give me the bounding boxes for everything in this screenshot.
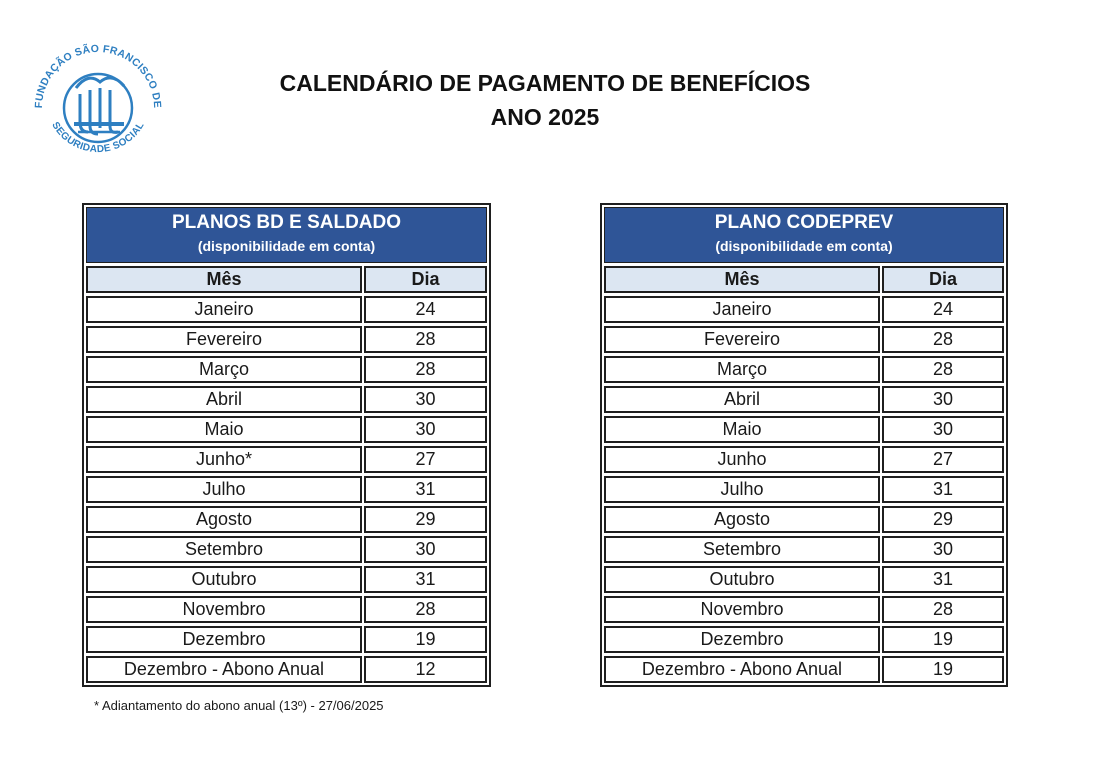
table-row [604, 476, 1004, 503]
day-cell: 30 [364, 386, 487, 413]
month-cell: Novembro [86, 596, 362, 623]
table-row [86, 476, 487, 503]
table-row [86, 386, 487, 413]
page-title [230, 66, 860, 134]
title-line-2: ANO 2025 [490, 104, 600, 130]
day-cell: 29 [364, 506, 487, 533]
month-cell: Setembro [604, 536, 880, 563]
table-row [604, 536, 1004, 563]
svg-text:FUNDAÇÃO SÃO FRANCISCO DE [33, 42, 163, 108]
day-cell: 30 [882, 536, 1004, 563]
table-row [604, 416, 1004, 443]
month-cell: Junho [604, 446, 880, 473]
table-row [604, 446, 1004, 473]
month-cell: Novembro [604, 596, 880, 623]
title-line-1: CALENDÁRIO DE PAGAMENTO DE BENEFÍCIOS [279, 70, 811, 96]
day-cell: 29 [882, 506, 1004, 533]
table-row [86, 626, 487, 653]
table-row [86, 506, 487, 533]
logo-text-bottom: SEGURIDADE SOCIAL [49, 120, 147, 156]
day-cell: 31 [882, 476, 1004, 503]
month-cell: Julho [86, 476, 362, 503]
table-row [86, 656, 487, 683]
footnote: * Adiantamento do abono anual (13º) - 27/06/2025 [94, 698, 384, 713]
table-row [604, 386, 1004, 413]
table-row [86, 326, 487, 353]
column-header-month: Mês [86, 266, 362, 293]
day-cell: 19 [882, 626, 1004, 653]
month-cell: Abril [86, 386, 362, 413]
day-cell: 28 [882, 326, 1004, 353]
plan-name: PLANOS BD E SALDADO [171, 212, 402, 233]
table-row [604, 626, 1004, 653]
day-cell: 30 [882, 416, 1004, 443]
month-cell: Agosto [604, 506, 880, 533]
day-cell: 30 [364, 536, 487, 563]
table-row [86, 566, 487, 593]
table-row [604, 656, 1004, 683]
month-cell: Fevereiro [604, 326, 880, 353]
month-cell: Dezembro - Abono Anual [604, 656, 880, 683]
table-row [604, 326, 1004, 353]
month-cell: Setembro [86, 536, 362, 563]
month-cell: Junho* [86, 446, 362, 473]
month-cell: Fevereiro [86, 326, 362, 353]
plan-header [86, 207, 487, 263]
table-row [604, 296, 1004, 323]
month-cell: Maio [86, 416, 362, 443]
column-header-month: Mês [604, 266, 880, 293]
day-cell: 28 [882, 596, 1004, 623]
fundacao-logo [28, 42, 168, 164]
logo-emblem-icon [64, 74, 132, 142]
column-header-day: Dia [882, 266, 1004, 293]
month-cell: Janeiro [604, 296, 880, 323]
column-header-row [604, 266, 1004, 293]
table-planos-bd-saldado [82, 203, 491, 687]
month-cell: Dezembro [86, 626, 362, 653]
column-header-row [86, 266, 487, 293]
month-cell: Janeiro [86, 296, 362, 323]
table-row [604, 506, 1004, 533]
table-row [86, 416, 487, 443]
table-row [86, 536, 487, 563]
plan-name: PLANO CODEPREV [714, 212, 894, 233]
day-cell: 24 [364, 296, 487, 323]
day-cell: 30 [882, 386, 1004, 413]
plan-subtitle: (disponibilidade em conta) [197, 238, 376, 254]
table-row [86, 596, 487, 623]
table-row [604, 566, 1004, 593]
month-cell: Dezembro [604, 626, 880, 653]
day-cell: 28 [364, 326, 487, 353]
month-cell: Maio [604, 416, 880, 443]
table-row [604, 596, 1004, 623]
table-row [86, 356, 487, 383]
month-cell: Julho [604, 476, 880, 503]
day-cell: 19 [882, 656, 1004, 683]
day-cell: 28 [882, 356, 1004, 383]
table-plano-codeprev [600, 203, 1008, 687]
table-row [86, 296, 487, 323]
day-cell: 31 [882, 566, 1004, 593]
table-row [604, 356, 1004, 383]
column-header-day: Dia [364, 266, 487, 293]
month-cell: Março [604, 356, 880, 383]
table-row [86, 446, 487, 473]
day-cell: 31 [364, 566, 487, 593]
day-cell: 19 [364, 626, 487, 653]
month-cell: Outubro [604, 566, 880, 593]
day-cell: 28 [364, 596, 487, 623]
logo-text-top: FUNDAÇÃO SÃO FRANCISCO DE [32, 42, 164, 109]
day-cell: 28 [364, 356, 487, 383]
month-cell: Agosto [86, 506, 362, 533]
plan-subtitle: (disponibilidade em conta) [715, 238, 893, 254]
plan-header [604, 207, 1004, 263]
month-cell: Dezembro - Abono Anual [86, 656, 362, 683]
month-cell: Março [86, 356, 362, 383]
day-cell: 27 [882, 446, 1004, 473]
day-cell: 12 [364, 656, 487, 683]
day-cell: 24 [882, 296, 1004, 323]
month-cell: Abril [604, 386, 880, 413]
day-cell: 30 [364, 416, 487, 443]
day-cell: 31 [364, 476, 487, 503]
day-cell: 27 [364, 446, 487, 473]
month-cell: Outubro [86, 566, 362, 593]
